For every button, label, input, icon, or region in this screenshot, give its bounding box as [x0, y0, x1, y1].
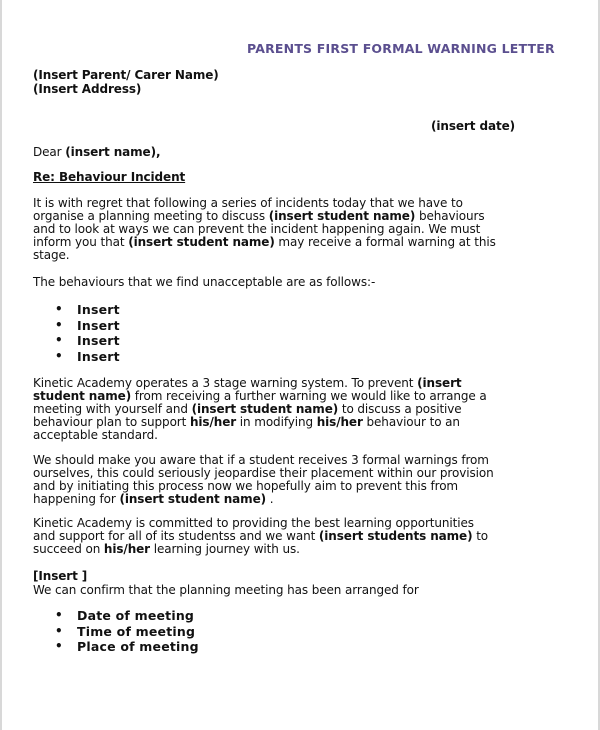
body-text: and to look at ways we can prevent the incident happening again. We must	[33, 222, 481, 236]
page-edge-left	[0, 0, 2, 730]
confirm-text: We can confirm that the planning meeting has been arranged for	[33, 583, 419, 597]
body-text: Kinetic Academy is committed to providing the best learning opportunities	[33, 516, 474, 530]
bold-placeholder-text: (insert student name)	[191, 402, 339, 416]
list-item: Time of meeting	[77, 623, 196, 639]
parent-name: (Insert Parent/ Carer Name)	[33, 68, 219, 82]
bold-placeholder-text: (insert student name)	[128, 235, 275, 249]
body-text: .	[266, 492, 274, 506]
body-text: happening for	[33, 492, 120, 506]
paragraph-line	[33, 429, 158, 442]
body-text: from receiving a further warning we would like to arrange a	[131, 389, 487, 403]
body-text: Kinetic Academy operates a 3 stage warning system. To prevent	[33, 376, 418, 390]
bold-placeholder-text: his/her	[103, 542, 151, 556]
paragraph-line	[33, 493, 273, 506]
body-text: It is with regret that following a series of incidents today that we have to	[33, 196, 463, 210]
subject-line: Re: Behaviour Incident	[33, 170, 186, 184]
paragraph-line	[33, 543, 300, 556]
body-text: to discuss a positive	[338, 402, 462, 416]
letter-date: (insert date)	[431, 119, 516, 133]
body-text: learning journey with us.	[150, 542, 300, 556]
address: (Insert Address)	[33, 82, 142, 96]
list-item: Insert	[77, 302, 120, 317]
body-text: meeting with yourself and	[33, 402, 192, 416]
bullet-icon: •	[55, 608, 63, 622]
body-text: We should make you aware that if a student receives 3 formal warnings from	[33, 453, 489, 467]
body-text: behaviour plan to support	[33, 415, 190, 429]
bold-placeholder-text: student name)	[33, 389, 132, 403]
body-text: and by initiating this process now we hopefully aim to prevent this from	[33, 479, 459, 493]
insert-placeholder: [Insert ]	[33, 569, 88, 583]
body-text: ourselves, this could seriously jeopardise their placement within our provision	[33, 466, 494, 480]
list-item: Insert	[77, 333, 120, 348]
paragraph-line	[33, 249, 70, 262]
bold-placeholder-text: (insert name),	[65, 145, 161, 159]
body-text: behaviour to an	[362, 415, 460, 429]
list-item: Place of meeting	[77, 639, 199, 654]
behaviours-intro: The behaviours that we find unacceptable are as follows:-	[33, 275, 376, 289]
bold-placeholder-text: (insert	[417, 376, 462, 390]
bullet-icon: •	[55, 639, 63, 653]
bullet-icon: •	[55, 623, 63, 638]
list-item: Date of meeting	[77, 608, 195, 623]
body-text: to	[472, 529, 489, 543]
bold-placeholder-text: (insert students name)	[318, 529, 473, 543]
bold-placeholder-text: (insert student name)	[119, 492, 266, 506]
bullet-icon: •	[55, 302, 63, 316]
bullet-icon: •	[55, 317, 63, 332]
bullet-icon: •	[55, 333, 63, 347]
body-text: and support for all of its studentss and we want	[33, 529, 319, 543]
bold-placeholder-text: his/her	[189, 415, 237, 429]
body-text: organise a planning meeting to discuss	[33, 209, 269, 223]
body-text: may receive a formal warning at this	[274, 235, 496, 249]
body-text: behaviours	[415, 209, 485, 223]
paragraph-line	[33, 236, 496, 249]
body-text: stage.	[33, 248, 70, 262]
letter-title: PARENTS FIRST FORMAL WARNING LETTER	[247, 41, 555, 56]
bold-placeholder-text: his/her	[316, 415, 363, 429]
body-text: Dear	[33, 145, 66, 159]
list-item: Insert	[77, 348, 120, 364]
greeting	[33, 146, 160, 159]
list-item: Insert	[77, 317, 120, 333]
bold-placeholder-text: (insert student name)	[268, 209, 416, 223]
body-text: in modifying	[236, 415, 317, 429]
body-text: inform you that	[33, 235, 129, 249]
bullet-icon: •	[55, 348, 63, 363]
body-text: succeed on	[33, 542, 104, 556]
body-text: acceptable standard.	[33, 428, 158, 442]
